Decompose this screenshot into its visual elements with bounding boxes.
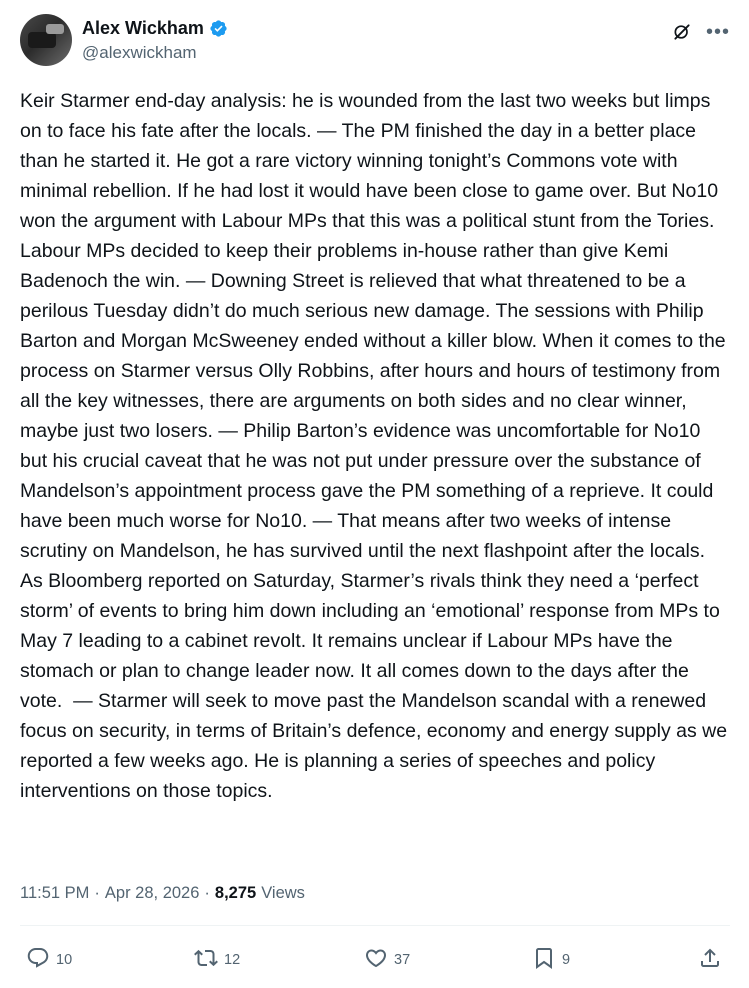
- repost-icon: [194, 946, 218, 974]
- divider: [20, 925, 730, 926]
- tweet-meta: [20, 884, 305, 903]
- author-display-name[interactable]: Alex Wickham: [82, 18, 204, 38]
- bookmark-icon: [532, 946, 556, 974]
- tweet-date[interactable]: Apr 28, 2026: [104, 884, 200, 902]
- like-button[interactable]: [364, 946, 410, 974]
- tweet-time[interactable]: 11:51 PM: [20, 884, 90, 902]
- reply-icon: [26, 946, 50, 974]
- author-handle[interactable]: @alexwickham: [82, 43, 197, 62]
- verified-badge-icon[interactable]: [209, 19, 228, 38]
- author-info: [82, 18, 228, 63]
- repost-button[interactable]: [194, 946, 240, 974]
- reply-button[interactable]: [26, 946, 72, 974]
- share-button[interactable]: [698, 946, 722, 974]
- share-icon: [698, 946, 722, 974]
- tweet-text: Keir Starmer end-day analysis: he is wounded from the last two weeks but limps on to face his fate after the locals. — The PM finished the day in a better place than he started it. He got a rare victory winning tonight’s Commons vote with minimal rebellion. If he had lost it would have been close to game over. But No10 won the argument with Labour MPs that this was a political stunt from the Tories. Labour MPs decided to keep their problems in-house rather than give Kemi Badenoch the win. — Downing Street is relieved that what threatened to be a perilous Tuesday didn’t do much serious new damage. The sessions with Philip Barton and Morgan McSweeney ended without a killer blow. When it comes to the process on Starmer versus Olly Robbins, after hours and hours of testimony from all the key witnesses, there are arguments on both sides and no clear winner, maybe just two losers. — Philip Barton’s evidence was uncomfortable for No10 but his crucial caveat that he was not put under pressure over the substance of Mandelson’s appointment process gave the PM something of a reprieve. It could have been much worse for No10. — That means after two weeks of intense scrutiny on Mandelson, he has survived until the next flashpoint after the locals. As Bloomberg reported on Saturday, Starmer’s rivals think they need a ‘perfect storm’ of events to bring him down including an ‘emotional’ response from MPs to May 7 leading to a cabinet revolt. It remains unclear if Labour MPs have the stomach or plan to change leader now. It all comes down to the days after the vote. — Starmer will seek to move past the Mandelson scandal with a renewed focus on security, in terms of Britain’s defence, economy and energy supply as we reported a few weeks ago. He is planning a series of speeches and policy interventions on those topics.: [20, 90, 733, 802]
- views-label: Views: [261, 884, 305, 902]
- heart-icon: [364, 946, 388, 974]
- bookmark-count: 9: [562, 952, 571, 968]
- meta-separator-2: ·: [204, 884, 210, 902]
- more-icon[interactable]: •••: [705, 21, 730, 43]
- views-count[interactable]: 8,275: [214, 884, 257, 902]
- bookmark-button[interactable]: [532, 946, 570, 974]
- action-bar: [26, 946, 726, 976]
- meta-separator: ·: [94, 884, 100, 902]
- reply-count: 10: [56, 952, 73, 968]
- tweet-header: [20, 14, 730, 70]
- repost-count: 12: [224, 952, 241, 968]
- grok-icon[interactable]: [672, 22, 692, 42]
- avatar[interactable]: [20, 14, 72, 66]
- like-count: 37: [394, 952, 411, 968]
